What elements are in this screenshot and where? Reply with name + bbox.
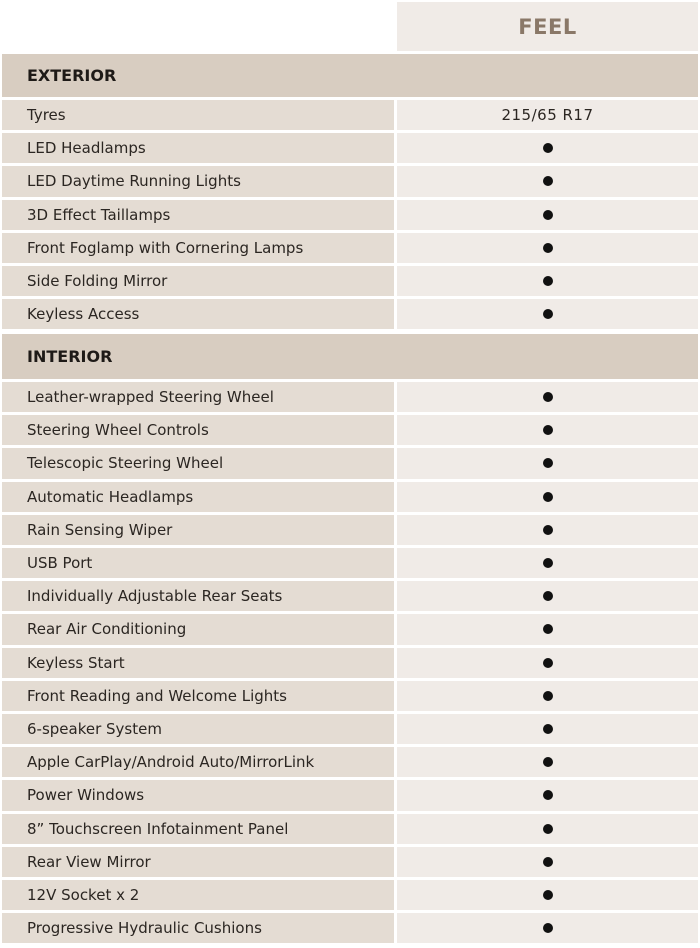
feature-available-dot bbox=[397, 515, 698, 545]
table-row bbox=[2, 780, 698, 810]
feature-label: Steering Wheel Controls bbox=[2, 415, 394, 445]
feature-available-dot bbox=[397, 714, 698, 744]
bullet-dot-icon bbox=[543, 210, 553, 220]
table-row bbox=[2, 266, 698, 296]
table-row bbox=[2, 548, 698, 578]
section-header-exterior: EXTERIOR bbox=[2, 54, 698, 97]
feature-available-dot bbox=[397, 780, 698, 810]
feature-label: Apple CarPlay/Android Auto/MirrorLink bbox=[2, 747, 394, 777]
table-row bbox=[2, 847, 698, 877]
table-row bbox=[2, 100, 698, 130]
bullet-dot-icon bbox=[543, 857, 553, 867]
table-header bbox=[2, 2, 698, 51]
bullet-dot-icon bbox=[543, 790, 553, 800]
feature-available-dot bbox=[397, 648, 698, 678]
feature-label: USB Port bbox=[2, 548, 394, 578]
feature-label: Rear View Mirror bbox=[2, 847, 394, 877]
feature-label: 8” Touchscreen Infotainment Panel bbox=[2, 814, 394, 844]
header-blank-cell bbox=[2, 2, 394, 51]
feature-label: Leather-wrapped Steering Wheel bbox=[2, 382, 394, 412]
table-row bbox=[2, 714, 698, 744]
feature-available-dot bbox=[397, 382, 698, 412]
feature-available-dot bbox=[397, 299, 698, 329]
variant-header-feel: FEEL bbox=[397, 2, 698, 51]
bullet-dot-icon bbox=[543, 824, 553, 834]
feature-available-dot bbox=[397, 548, 698, 578]
feature-label: Rear Air Conditioning bbox=[2, 614, 394, 644]
bullet-dot-icon bbox=[543, 724, 553, 734]
feature-available-dot bbox=[397, 913, 698, 943]
bullet-dot-icon bbox=[543, 591, 553, 601]
bullet-dot-icon bbox=[543, 492, 553, 502]
table-row bbox=[2, 747, 698, 777]
table-row bbox=[2, 581, 698, 611]
feature-label: Automatic Headlamps bbox=[2, 482, 394, 512]
feature-label: LED Daytime Running Lights bbox=[2, 166, 394, 196]
bullet-dot-icon bbox=[543, 558, 553, 568]
bullet-dot-icon bbox=[543, 392, 553, 402]
feature-label: 3D Effect Taillamps bbox=[2, 200, 394, 230]
table-row bbox=[2, 415, 698, 445]
bullet-dot-icon bbox=[543, 890, 553, 900]
table-row bbox=[2, 482, 698, 512]
feature-label: Front Foglamp with Cornering Lamps bbox=[2, 233, 394, 263]
feature-label: Tyres bbox=[2, 100, 394, 130]
feature-available-dot bbox=[397, 880, 698, 910]
feature-label: Telescopic Steering Wheel bbox=[2, 448, 394, 478]
feature-label: 12V Socket x 2 bbox=[2, 880, 394, 910]
feature-available-dot bbox=[397, 482, 698, 512]
feature-label: Keyless Access bbox=[2, 299, 394, 329]
table-row bbox=[2, 880, 698, 910]
feature-available-dot bbox=[397, 847, 698, 877]
feature-available-dot bbox=[397, 233, 698, 263]
bullet-dot-icon bbox=[543, 624, 553, 634]
feature-available-dot bbox=[397, 814, 698, 844]
table-row bbox=[2, 614, 698, 644]
table-row bbox=[2, 382, 698, 412]
bullet-dot-icon bbox=[543, 923, 553, 933]
bullet-dot-icon bbox=[543, 425, 553, 435]
feature-label: LED Headlamps bbox=[2, 133, 394, 163]
section-header-interior: INTERIOR bbox=[2, 334, 698, 379]
feature-label: Individually Adjustable Rear Seats bbox=[2, 581, 394, 611]
feature-available-dot bbox=[397, 581, 698, 611]
table-row bbox=[2, 448, 698, 478]
feature-label: Keyless Start bbox=[2, 648, 394, 678]
table-row bbox=[2, 648, 698, 678]
bullet-dot-icon bbox=[543, 757, 553, 767]
feature-label: Front Reading and Welcome Lights bbox=[2, 681, 394, 711]
feature-label: Progressive Hydraulic Cushions bbox=[2, 913, 394, 943]
bullet-dot-icon bbox=[543, 458, 553, 468]
feature-available-dot bbox=[397, 133, 698, 163]
feature-label: Rain Sensing Wiper bbox=[2, 515, 394, 545]
feature-available-dot bbox=[397, 681, 698, 711]
feature-available-dot bbox=[397, 747, 698, 777]
feature-label: Power Windows bbox=[2, 780, 394, 810]
feature-available-dot bbox=[397, 448, 698, 478]
feature-available-dot bbox=[397, 614, 698, 644]
table-row bbox=[2, 299, 698, 329]
feature-available-dot bbox=[397, 200, 698, 230]
bullet-dot-icon bbox=[543, 143, 553, 153]
bullet-dot-icon bbox=[543, 276, 553, 286]
feature-label: 6-speaker System bbox=[2, 714, 394, 744]
bullet-dot-icon bbox=[543, 243, 553, 253]
bullet-dot-icon bbox=[543, 309, 553, 319]
bullet-dot-icon bbox=[543, 176, 553, 186]
bullet-dot-icon bbox=[543, 658, 553, 668]
feature-label: Side Folding Mirror bbox=[2, 266, 394, 296]
table-row bbox=[2, 166, 698, 196]
bullet-dot-icon bbox=[543, 525, 553, 535]
table-row bbox=[2, 913, 698, 943]
table-row bbox=[2, 814, 698, 844]
table-row bbox=[2, 200, 698, 230]
feature-available-dot bbox=[397, 266, 698, 296]
bullet-dot-icon bbox=[543, 691, 553, 701]
feature-available-dot bbox=[397, 415, 698, 445]
feature-value: 215/65 R17 bbox=[397, 100, 698, 130]
feature-available-dot bbox=[397, 166, 698, 196]
table-row bbox=[2, 515, 698, 545]
table-row bbox=[2, 681, 698, 711]
table-row bbox=[2, 233, 698, 263]
table-row bbox=[2, 133, 698, 163]
